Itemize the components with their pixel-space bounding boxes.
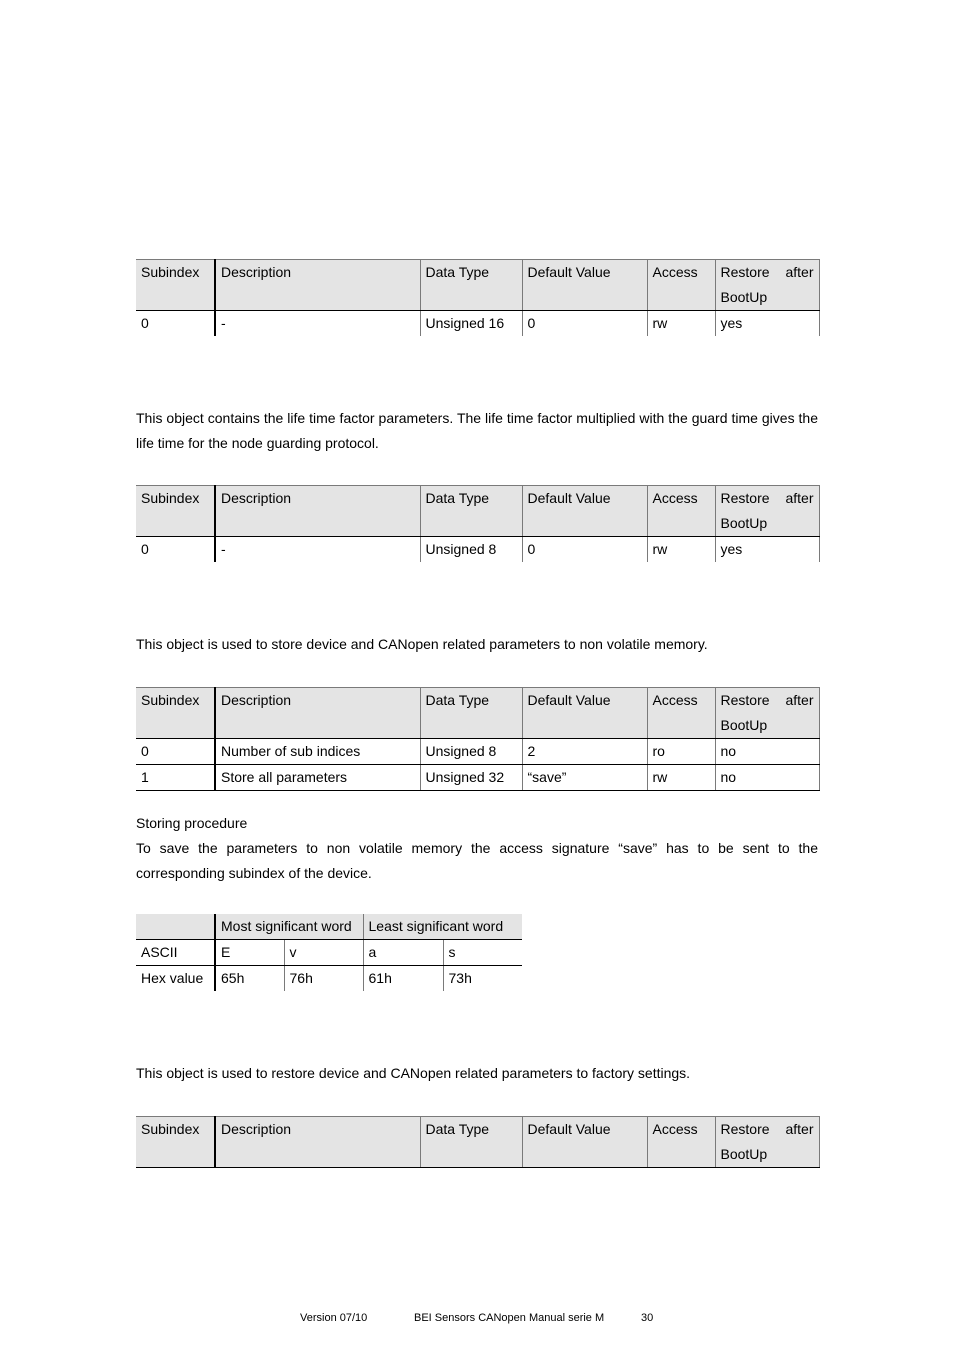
life-time-factor-paragraph: This object contains the life time factor parameters. The life time factor multiplied with the guard time gives the life time for the node guarding protocol. xyxy=(136,410,818,451)
footer-version: Version 07/10 xyxy=(300,1312,368,1324)
header-restore-word: Restore xyxy=(720,490,770,506)
header-description: Description xyxy=(215,1117,420,1168)
header-description: Description xyxy=(215,688,420,739)
header-after-word: after xyxy=(785,264,814,280)
header-subindex: Subindex xyxy=(136,486,215,537)
cell-description: Store all parameters xyxy=(215,765,420,791)
header-data-type: Data Type xyxy=(420,260,522,311)
ascii-cell: E xyxy=(215,940,284,966)
object-table-4 xyxy=(136,1116,820,1168)
cell-subindex: 0 xyxy=(136,739,215,765)
restore-parameters-paragraph: This object is used to restore device and CANopen related parameters to factory settings. xyxy=(136,1065,691,1081)
header-data-type: Data Type xyxy=(420,1117,522,1168)
table-header-row xyxy=(136,486,819,537)
table-row xyxy=(136,311,819,337)
object-table-2 xyxy=(136,485,820,562)
ascii-cell: s xyxy=(443,940,522,966)
header-blank xyxy=(136,914,215,940)
cell-description: - xyxy=(215,537,420,563)
cell-description: - xyxy=(215,311,420,337)
header-default-value: Default Value xyxy=(522,486,647,537)
cell-data-type: Unsigned 32 xyxy=(420,765,522,791)
table-header-row xyxy=(136,688,819,739)
header-default-value: Default Value xyxy=(522,688,647,739)
header-data-type: Data Type xyxy=(420,486,522,537)
header-description: Description xyxy=(215,486,420,537)
header-description: Description xyxy=(215,260,420,311)
header-restore xyxy=(715,260,819,311)
cell-access: ro xyxy=(647,739,715,765)
header-default-value: Default Value xyxy=(522,260,647,311)
cell-default-value: 0 xyxy=(522,311,647,337)
cell-data-type: Unsigned 8 xyxy=(420,537,522,563)
storing-procedure-heading: Storing procedure xyxy=(136,815,248,831)
cell-default-value: 0 xyxy=(522,537,647,563)
header-access: Access xyxy=(647,688,715,739)
cell-data-type: Unsigned 8 xyxy=(420,739,522,765)
storing-procedure-paragraph: To save the parameters to non volatile memory the access signature “save” has to be sent to the corresponding subindex of the device. xyxy=(136,840,818,881)
table-header-row xyxy=(136,260,819,311)
store-parameters-paragraph: This object is used to store device and CANopen related parameters to non volatile memory. xyxy=(136,636,708,652)
cell-subindex: 1 xyxy=(136,765,215,791)
cell-restore: no xyxy=(715,765,819,791)
cell-data-type: Unsigned 16 xyxy=(420,311,522,337)
cell-description: Number of sub indices xyxy=(215,739,420,765)
table-row xyxy=(136,537,819,563)
table-header-row xyxy=(136,914,522,940)
hex-cell: 65h xyxy=(215,966,284,992)
hex-cell: 76h xyxy=(284,966,363,992)
header-subindex: Subindex xyxy=(136,1117,215,1168)
save-signature-table xyxy=(136,914,522,991)
object-table-3 xyxy=(136,687,820,791)
row-label-ascii: ASCII xyxy=(136,940,215,966)
header-data-type: Data Type xyxy=(420,688,522,739)
header-access: Access xyxy=(647,486,715,537)
cell-access: rw xyxy=(647,765,715,791)
cell-default-value: “save” xyxy=(522,765,647,791)
ascii-cell: v xyxy=(284,940,363,966)
cell-restore: no xyxy=(715,739,819,765)
table-header-row xyxy=(136,1117,819,1168)
hex-cell: 73h xyxy=(443,966,522,992)
header-least-significant-word: Least significant word xyxy=(363,914,522,940)
footer-page-number: 30 xyxy=(641,1312,654,1324)
header-default-value: Default Value xyxy=(522,1117,647,1168)
header-restore-word: Restore xyxy=(720,264,770,280)
cell-restore: yes xyxy=(715,311,819,337)
header-restore-word: Restore xyxy=(720,692,770,708)
cell-subindex: 0 xyxy=(136,537,215,563)
header-after-word: after xyxy=(785,1121,814,1137)
header-access: Access xyxy=(647,1117,715,1168)
header-after-word: after xyxy=(785,490,814,506)
table-row xyxy=(136,966,522,992)
table-row xyxy=(136,765,819,791)
header-most-significant-word: Most significant word xyxy=(215,914,363,940)
table-row xyxy=(136,940,522,966)
header-bootup-word: BootUp xyxy=(720,1146,768,1162)
cell-access: rw xyxy=(647,537,715,563)
cell-restore: yes xyxy=(715,537,819,563)
hex-cell: 61h xyxy=(363,966,443,992)
header-bootup-word: BootUp xyxy=(720,717,768,733)
footer-manual-title: BEI Sensors CANopen Manual serie M xyxy=(414,1312,605,1324)
table-row xyxy=(136,739,819,765)
row-label-hex: Hex value xyxy=(136,966,215,992)
header-subindex: Subindex xyxy=(136,260,215,311)
header-bootup-word: BootUp xyxy=(720,289,768,305)
header-subindex: Subindex xyxy=(136,688,215,739)
header-after-word: after xyxy=(785,692,814,708)
cell-subindex: 0 xyxy=(136,311,215,337)
cell-access: rw xyxy=(647,311,715,337)
header-bootup-word: BootUp xyxy=(720,515,768,531)
ascii-cell: a xyxy=(363,940,443,966)
object-table-1 xyxy=(136,259,820,336)
cell-default-value: 2 xyxy=(522,739,647,765)
header-restore xyxy=(715,1117,819,1168)
header-restore-word: Restore xyxy=(720,1121,770,1137)
header-restore xyxy=(715,688,819,739)
header-access: Access xyxy=(647,260,715,311)
header-restore xyxy=(715,486,819,537)
